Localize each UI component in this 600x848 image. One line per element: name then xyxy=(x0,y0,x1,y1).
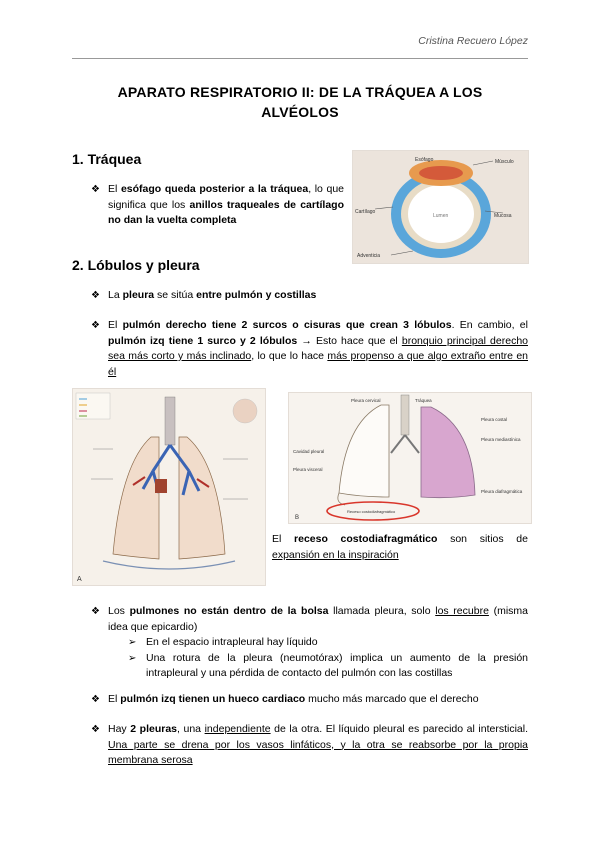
text-run: , lo que significa que los xyxy=(108,183,345,211)
figure-label: Pleura costal xyxy=(481,417,508,422)
text-run: Los xyxy=(108,605,130,617)
trachea-bullet xyxy=(91,182,345,229)
lungs-diagram-b xyxy=(289,393,531,523)
bold-text: anillos traqueales de cartílago no dan la vuelta completa xyxy=(108,198,344,226)
bold-text: pulmón izq tiene 1 surco y 2 lóbulos xyxy=(108,334,298,347)
figure-label: Pleura cervical xyxy=(351,398,381,403)
text-run: El xyxy=(108,693,121,705)
text-run: (misma idea que epicardio) xyxy=(108,605,528,633)
lungs-lobes-figure xyxy=(72,388,266,586)
author-name: Cristina Recuero López xyxy=(418,35,528,47)
lungs-diagram-a xyxy=(73,389,265,585)
pleura-recess-figure xyxy=(288,392,532,524)
underlined-text: Una parte se drena por los vasos linfáticos, y la otra se reabsorbe por la propia membrana serosa xyxy=(108,738,528,766)
diamond-bullet-icon: ❖ xyxy=(91,724,100,735)
text-run: En el espacio intrapleural hay líquido xyxy=(146,636,318,648)
text-run: . En cambio, el xyxy=(451,319,528,331)
title-line-2: ALVÉOLOS xyxy=(261,104,339,120)
text-run: , una xyxy=(177,723,205,735)
bold-text: pulmón derecho tiene 2 surcos o cisuras que crean 3 lóbulos xyxy=(122,319,452,331)
diamond-bullet-icon: ❖ xyxy=(91,694,100,705)
pleura-bullet-5 xyxy=(91,722,529,769)
figure-label: Tráquea xyxy=(415,398,432,403)
title-line-1: APARATO RESPIRATORIO II: DE LA TRÁQUEA A LOS xyxy=(117,84,483,100)
underlined-text: independiente xyxy=(204,723,271,735)
bold-text: pulmón izq tienen un hueco cardiaco xyxy=(120,693,306,705)
diamond-bullet-icon: ❖ xyxy=(91,606,100,617)
recess-caption xyxy=(272,532,528,563)
figure-label: Pleura mediastínica xyxy=(481,437,521,442)
figure-label: Pleura diafragmática xyxy=(481,489,523,494)
text-run: son sitios de xyxy=(437,533,528,545)
figure-label: Esófago xyxy=(415,157,434,163)
text-run: se sitúa xyxy=(154,289,197,301)
text-run: El xyxy=(108,319,123,331)
trachea-cross-section-figure xyxy=(352,150,529,264)
pleura-bullet-4 xyxy=(91,692,528,708)
underlined-text: los recubre xyxy=(435,605,489,617)
text-run: , lo que lo hace xyxy=(251,350,328,362)
arrow-bullet-icon: ➢ xyxy=(128,637,137,648)
figure-label: Mucosa xyxy=(494,213,512,219)
pleura-bullet-1 xyxy=(91,288,528,304)
text-run: llamada pleura, solo xyxy=(328,605,436,617)
bold-text: receso costodiafragmático xyxy=(294,533,438,545)
figure-label: Receso costodiafragmático xyxy=(347,509,396,514)
text-run: Hay xyxy=(108,723,131,735)
trachea-diagram xyxy=(353,151,528,263)
bold-text: 2 pleuras xyxy=(130,723,178,735)
underlined-text: bronquio principal derecho sea más corto y más inclinado xyxy=(108,334,528,362)
bold-text: entre pulmón y costillas xyxy=(196,289,317,301)
pleura-bullet-3 xyxy=(91,604,528,682)
sub-bullet-2 xyxy=(128,651,528,682)
section-1-heading: 1. Tráquea xyxy=(72,151,142,167)
figure-label: Cavidad pleural xyxy=(293,449,325,454)
sub-bullet-1 xyxy=(128,635,528,651)
figure-corner-label: B xyxy=(295,515,300,521)
diamond-bullet-icon: ❖ xyxy=(91,184,100,195)
text-run: → Esto hace que el xyxy=(297,334,402,347)
text-run: La xyxy=(108,289,123,301)
arrow-bullet-icon: ➢ xyxy=(128,652,137,664)
figure-label: Adventicia xyxy=(357,253,381,259)
text-run: El xyxy=(272,533,295,545)
diamond-bullet-icon: ❖ xyxy=(91,320,100,331)
text-run: Una rotura de la pleura (neumotórax) implica un aumento de la presión intrapleural y una pérdida de contacto del pulmón con las costillas xyxy=(146,651,528,679)
section-2-heading: 2. Lóbulos y pleura xyxy=(72,257,200,273)
underlined-text: más propenso a que algo extraño entre en él xyxy=(108,350,529,378)
diamond-bullet-icon: ❖ xyxy=(91,290,100,301)
pleura-bullet-2 xyxy=(91,318,529,380)
figure-label: Pleura visceral xyxy=(293,467,323,472)
bold-text: pleura xyxy=(122,289,155,301)
underlined-text: expansión en la inspiración xyxy=(272,548,399,561)
document-title xyxy=(90,82,510,122)
figure-label: Músculo xyxy=(495,159,514,165)
text-run: El xyxy=(108,183,121,195)
figure-label: Lumen xyxy=(433,213,449,219)
text-run: mucho más marcado que el derecho xyxy=(305,693,479,705)
figure-corner-label: A xyxy=(77,576,82,583)
bold-text: pulmones no están dentro de la bolsa xyxy=(129,605,329,617)
text-run: de la otra. El líquido pleural es parecido al intersticial. xyxy=(270,723,529,735)
header-divider xyxy=(72,58,528,59)
figure-label: Cartílago xyxy=(355,209,376,215)
bold-text: esófago queda posterior a la tráquea xyxy=(120,183,309,195)
